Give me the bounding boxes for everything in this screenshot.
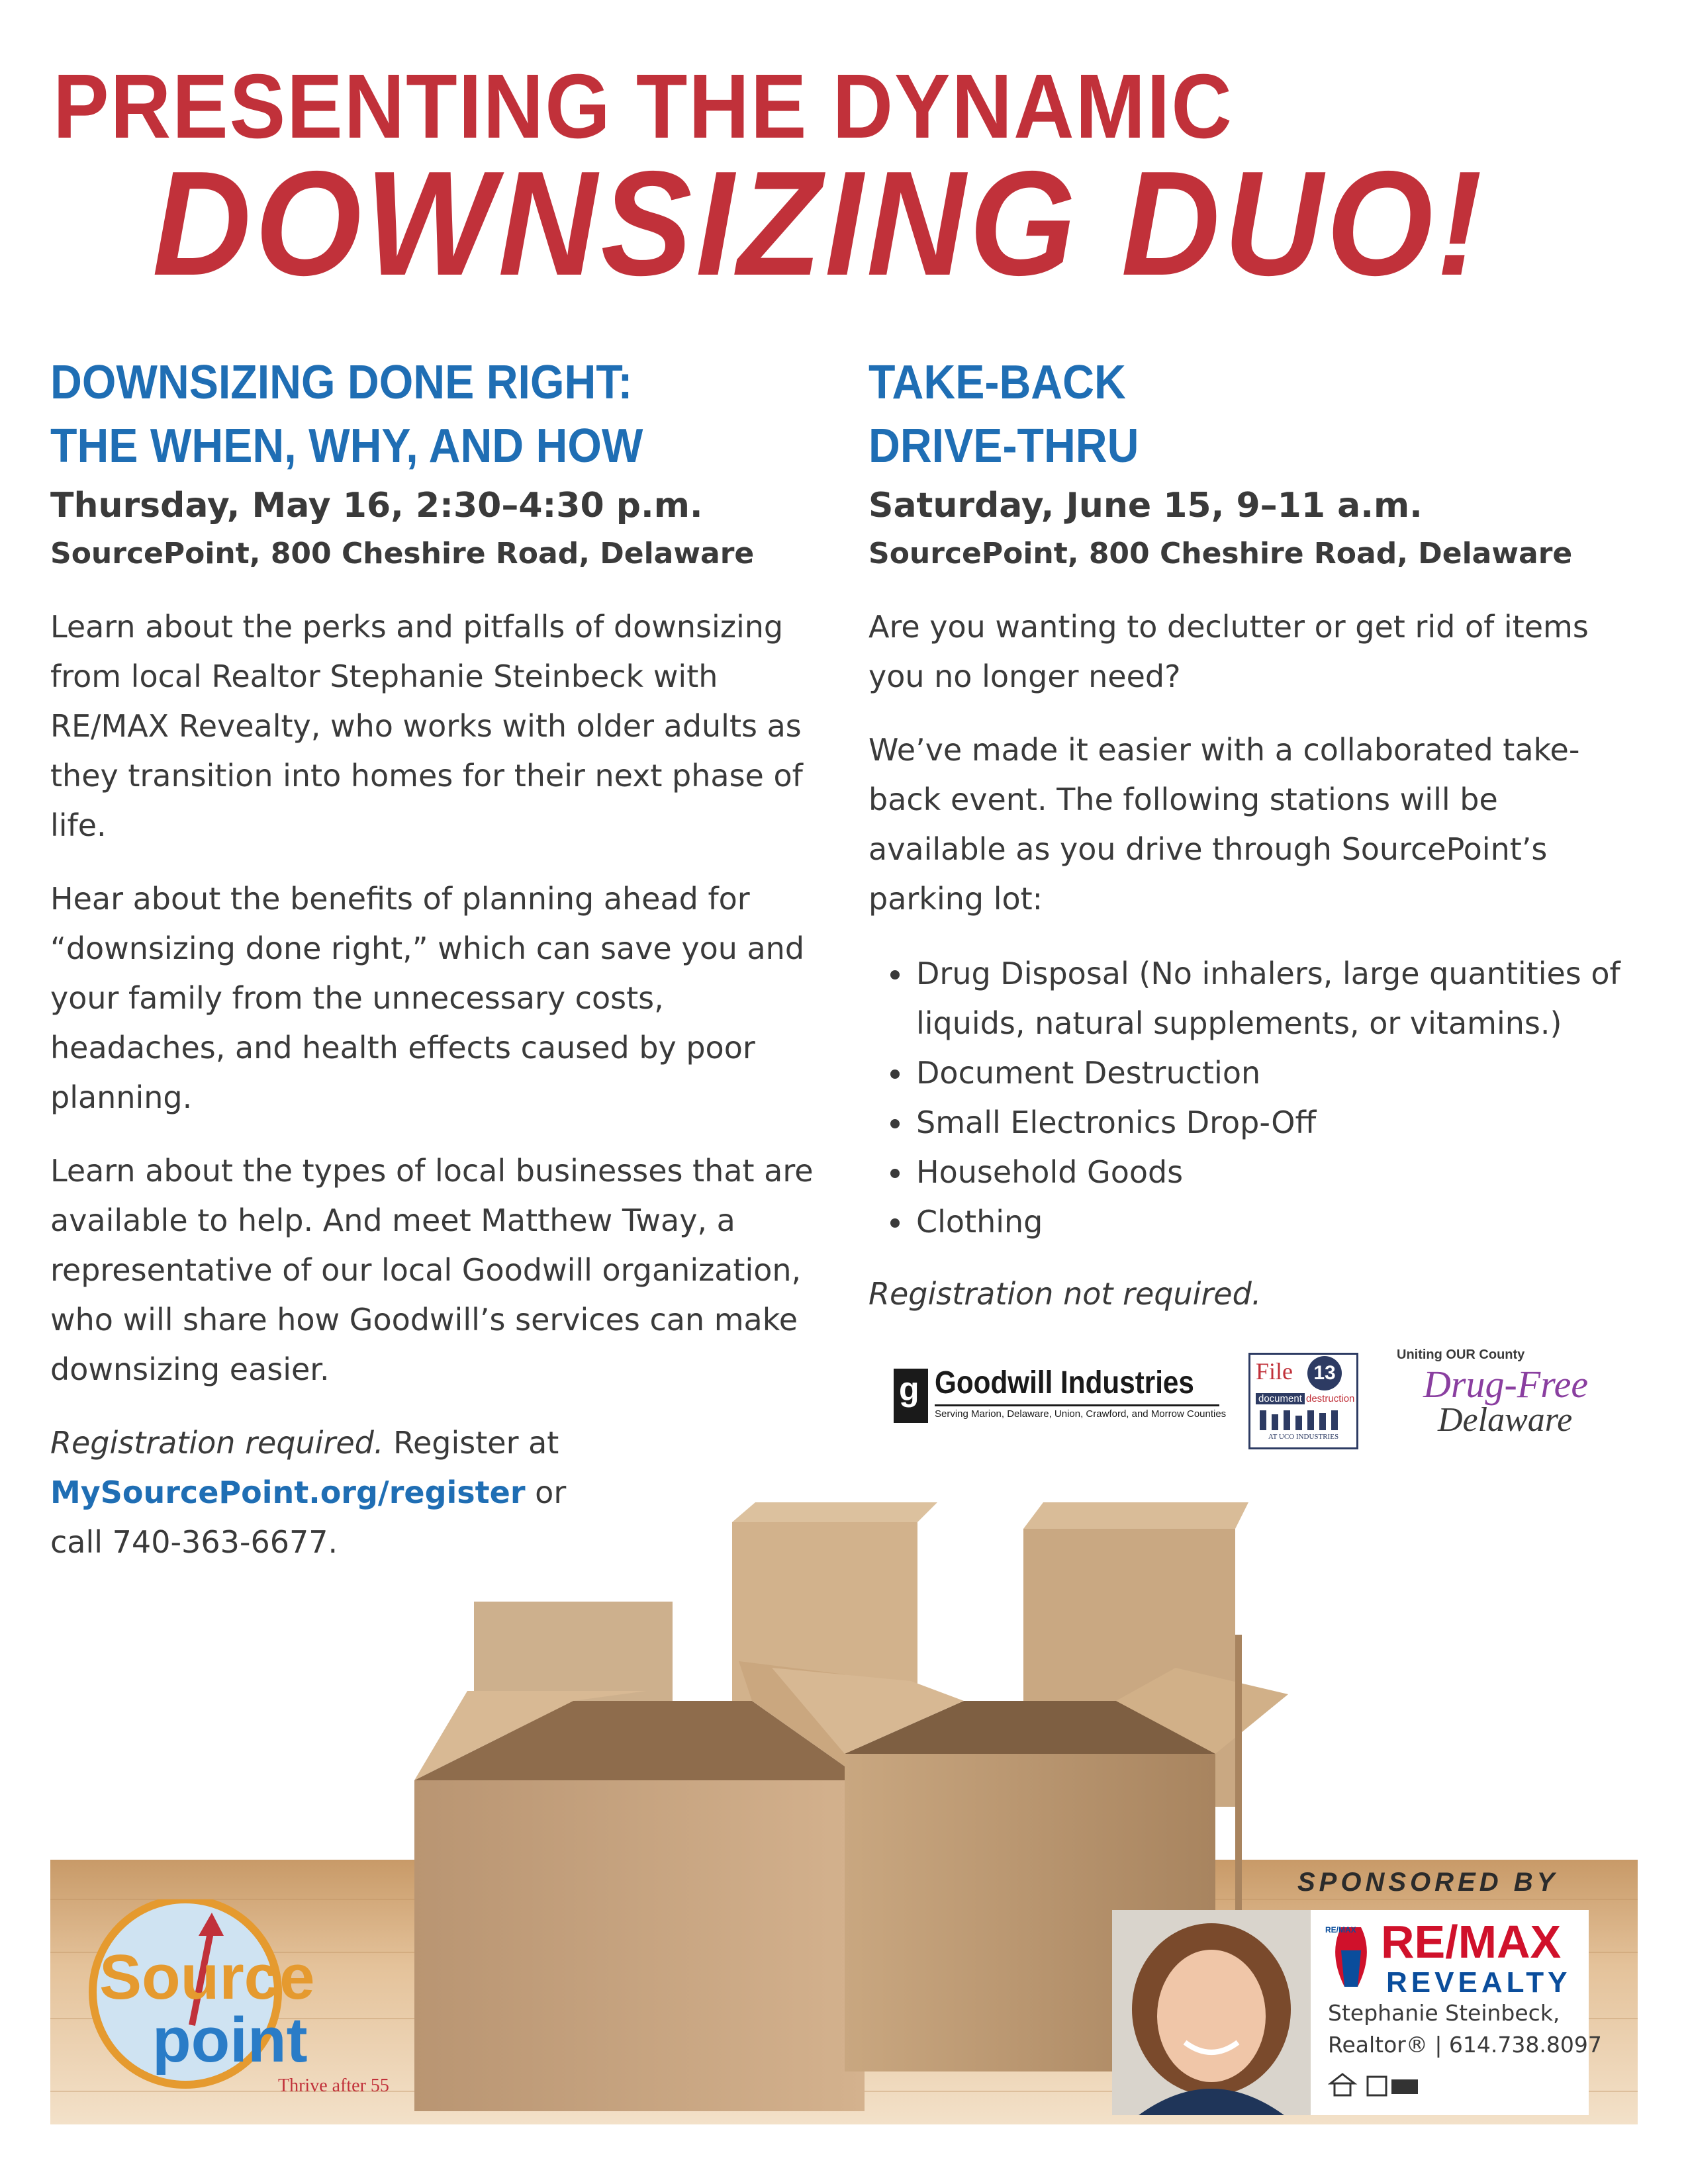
- goodwill-mark-icon: g: [894, 1369, 928, 1423]
- event-2-location: SourcePoint, 800 Cheshire Road, Delaware: [868, 537, 1573, 570]
- station-item: • Clothing: [914, 1197, 1636, 1247]
- file13-number: 13: [1307, 1356, 1342, 1390]
- drug-free-place-text: Delaware: [1438, 1401, 1573, 1439]
- sourcepoint-tagline: Thrive after 55: [278, 2075, 389, 2096]
- event-2-paragraph-2: We’ve made it easier with a collaborated take-back event. The following stations will be available as you drive through SourcePoint’s parking lot:: [868, 732, 1580, 917]
- goodwill-name: Goodwill Industries: [935, 1365, 1194, 1400]
- file13-at: AT UCO INDUSTRIES: [1268, 1433, 1339, 1441]
- drug-free-top-text: Uniting OUR County: [1397, 1347, 1525, 1362]
- sponsored-by-label: SPONSORED BY: [1297, 1868, 1559, 1897]
- remax-mini-label: RE/MAX: [1325, 1925, 1356, 1934]
- file13-destruction: destruction: [1306, 1393, 1355, 1404]
- event-2-registration-note: Registration not required.: [868, 1276, 1262, 1312]
- register-link[interactable]: MySourcePoint.org/register: [50, 1475, 526, 1510]
- register-at-text: Register at: [383, 1425, 559, 1461]
- file13-word: File: [1256, 1358, 1293, 1385]
- event-2-date: Saturday, June 15, 9–11 a.m.: [868, 486, 1423, 525]
- station-item: • Document Destruction: [914, 1048, 1636, 1098]
- event-1-column: [50, 351, 818, 1567]
- register-phone: call 740-363-6677.: [50, 1524, 338, 1560]
- station-item: • Household Goods: [914, 1148, 1636, 1197]
- agent-title-phone: Realtor® | 614.738.8097: [1328, 2032, 1602, 2058]
- event-1-location: SourcePoint, 800 Cheshire Road, Delaware: [50, 537, 755, 570]
- remax-brand: RE/MAX: [1381, 1916, 1562, 1968]
- remax-sub-brand: REVEALTY: [1386, 1966, 1571, 1997]
- station-item: • Drug Disposal (No inhalers, large quantities of liquids, natural supplements, or vitamins.): [914, 949, 1636, 1048]
- goodwill-rule: [935, 1404, 1219, 1406]
- realtor-photo: [1112, 1910, 1311, 2115]
- event-1-paragraph-1: Learn about the perks and pitfalls of downsizing from local Realtor Stephanie Steinbeck with RE/MAX Revealty, who works with older adults as they transition into homes for their next phase of life.: [50, 609, 803, 843]
- event-2-paragraph-1: Are you wanting to declutter or get rid of items you no longer need?: [868, 609, 1589, 694]
- event-1-date: Thursday, May 16, 2:30–4:30 p.m.: [50, 486, 703, 525]
- drug-free-main-text: Drug-Free: [1423, 1363, 1589, 1406]
- event-2-title-line-1: TAKE-BACK: [868, 356, 1126, 409]
- registration-required-note: Registration required.: [50, 1425, 384, 1461]
- headline-line-2: DOWNSIZING DUO!: [152, 140, 1486, 306]
- station-item: • Small Electronics Drop-Off: [914, 1098, 1636, 1148]
- sourcepoint-logo: [79, 1899, 424, 2098]
- drug-free-delaware-logo: [1397, 1347, 1595, 1447]
- headline-line-1: PRESENTING THE DYNAMIC: [53, 56, 1233, 158]
- file13-document: document: [1256, 1393, 1305, 1404]
- event-2-column: [868, 351, 1636, 1319]
- file13-logo: [1248, 1353, 1358, 1449]
- event-2-title-line-2: DRIVE-THRU: [868, 420, 1139, 473]
- agent-name: Stephanie Steinbeck,: [1328, 2000, 1560, 2026]
- equal-housing-icon: [1328, 2071, 1434, 2098]
- station-list: [868, 949, 1636, 1247]
- event-1-paragraph-2: Hear about the benefits of planning ahead for “downsizing done right,” which can save you and your family from the unnecessary costs, headaches, and health effects caused by poor planning.: [50, 881, 805, 1115]
- sponsor-card: [1112, 1910, 1602, 2115]
- goodwill-tagline: Serving Marion, Delaware, Union, Crawford, and Morrow Counties: [935, 1408, 1227, 1420]
- shredder-icon: [1260, 1410, 1346, 1430]
- event-1-paragraph-3: Learn about the types of local businesses that are available to help. And meet Matthew Tway, a representative of our local Goodwill organization, who will share how Goodwill’s services can make downsizing easier.: [50, 1153, 814, 1387]
- remax-revealty-logo: [1321, 1914, 1586, 1997]
- goodwill-logo: [894, 1365, 1227, 1428]
- event-1-title-line-1: DOWNSIZING DONE RIGHT:: [50, 356, 633, 409]
- register-or-text: or: [525, 1475, 567, 1510]
- sourcepoint-word-1: Source: [99, 1942, 315, 2013]
- event-1-title-line-2: THE WHEN, WHY, AND HOW: [50, 420, 643, 473]
- sourcepoint-word-2: point: [152, 2005, 308, 2075]
